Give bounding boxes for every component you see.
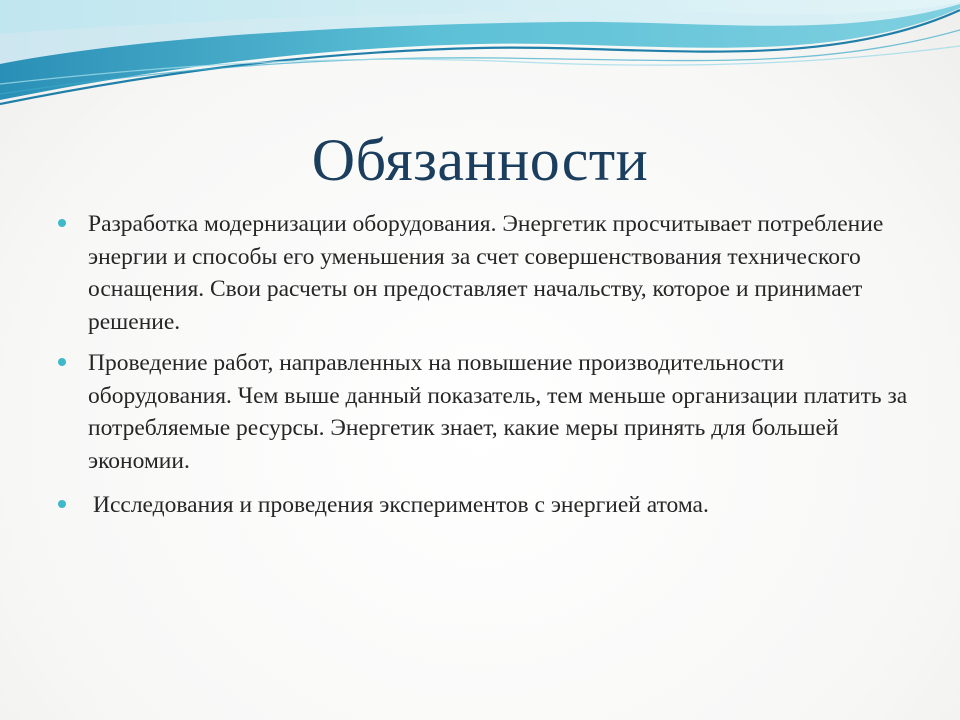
bullet-item: [56, 208, 916, 338]
slide-title: Обязанности: [311, 127, 649, 193]
bullet-dot-icon: [58, 358, 66, 366]
bullet-list: [56, 208, 916, 531]
bullet-text: Проведение работ, направленных на повышение производительности оборудования. Чем выше данный показатель, тем меньше организации платить за потребляемые ресурсы. Энергетик знает, какие меры принять для большей экономии.: [88, 350, 908, 474]
bullet-text: Исследования и проведения экспериментов с энергией атома.: [93, 492, 709, 518]
bullet-text: Разработка модернизации оборудования. Энергетик просчитывает потребление энергии и способы его уменьшения за счет совершенствования технического оснащения. Свои расчеты он предоставляет начальству, которое и принимает решение.: [88, 211, 884, 335]
wave-decoration: [0, 0, 960, 130]
bullet-dot-icon: [58, 500, 66, 508]
bullet-item: [56, 347, 916, 477]
bullet-item: [56, 489, 916, 522]
bullet-dot-icon: [58, 219, 66, 227]
